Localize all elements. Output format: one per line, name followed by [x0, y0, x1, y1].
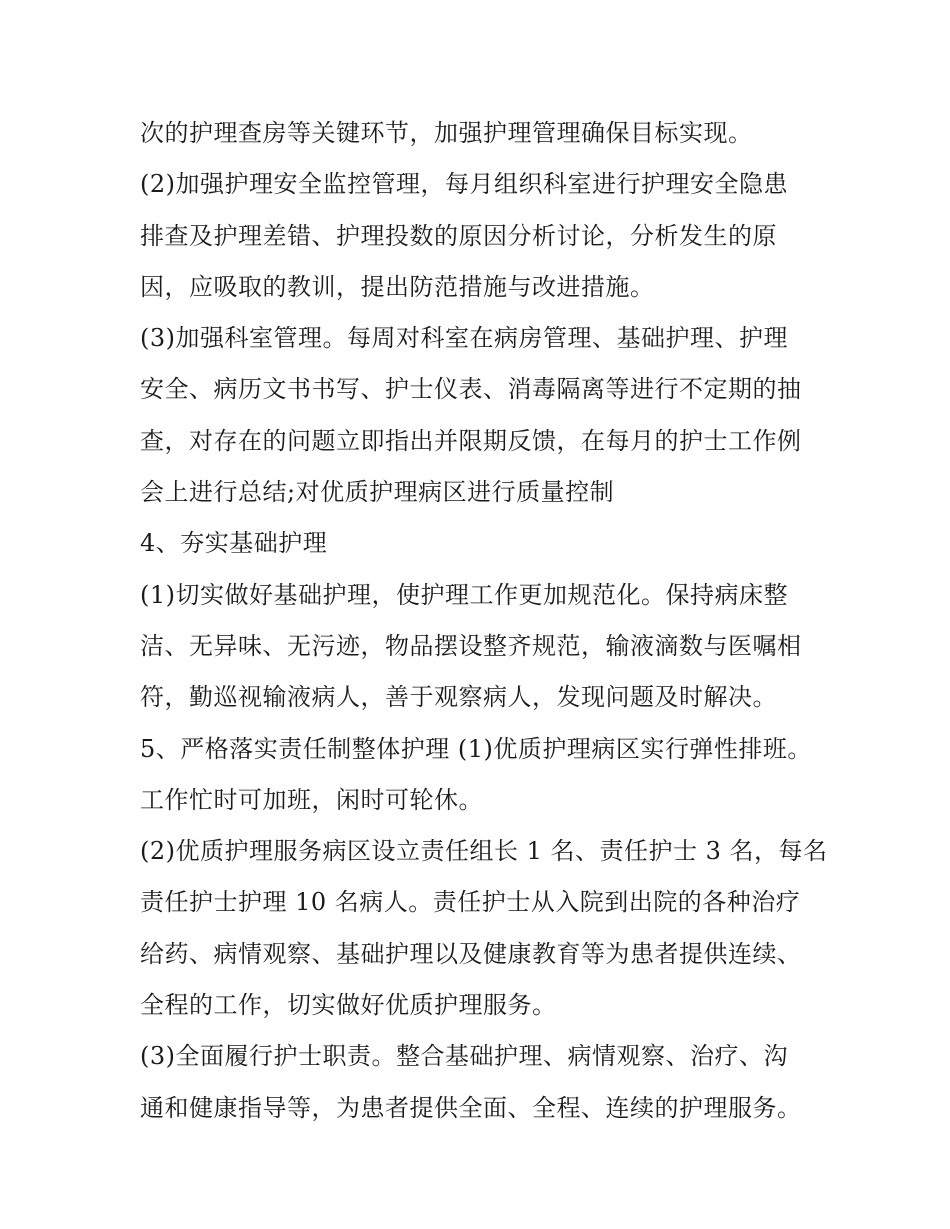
text-line: 查，对存在的问题立即指出并限期反馈，在每月的护士工作例	[140, 426, 802, 455]
text-line: 次的护理查房等关键环节，加强护理管理确保目标实现。	[140, 119, 753, 147]
text-line: 责任护士护理 10 名病人。责任护士从入院到出院的各种治疗	[140, 888, 801, 917]
text-line: (1)切实做好基础护理，使护理工作更加规范化。保持病床整	[140, 580, 788, 609]
text-line: (2)优质护理服务病区设立责任组长 1 名、责任护士 3 名，每名	[140, 837, 828, 866]
text-line: 洁、无异味、无污迹，物品摆设整齐规范，输液滴数与医嘱相	[140, 631, 802, 660]
section-heading: 4、夯实基础护理	[140, 529, 328, 558]
text-line: 全程的工作，切实做好优质护理服务。	[140, 991, 557, 1020]
text-line: 符，勤巡视输液病人，善于观察病人，发现问题及时解决。	[140, 683, 777, 712]
text-line: 排查及护理差错、护理投数的原因分析讨论，分析发生的原	[140, 221, 777, 250]
text-line: (3)加强科室管理。每周对科室在病房管理、基础护理、护理	[140, 324, 788, 353]
text-line: 因，应吸取的教训，提出防范措施与改进措施。	[140, 272, 655, 301]
text-line: 通和健康指导等，为患者提供全面、全程、连续的护理服务。	[140, 1093, 802, 1122]
document-body	[140, 108, 828, 1134]
text-line: 给药、病情观察、基础护理以及健康教育等为患者提供连续、	[140, 939, 802, 968]
text-line: 工作忙时可加班，闲时可轮休。	[140, 785, 483, 814]
text-line: (2)加强护理安全监控管理，每月组织科室进行护理安全隐患	[140, 170, 788, 199]
text-line: (3)全面履行护士职责。整合基础护理、病情观察、治疗、沟	[140, 1042, 788, 1071]
text-line: 安全、病历文书书写、护士仪表、消毒隔离等进行不定期的抽	[140, 375, 802, 404]
text-line: 会上进行总结;对优质护理病区进行质量控制	[140, 478, 615, 507]
section-heading: 5、严格落实责任制整体护理 (1)优质护理病区实行弹性排班。	[140, 734, 812, 763]
